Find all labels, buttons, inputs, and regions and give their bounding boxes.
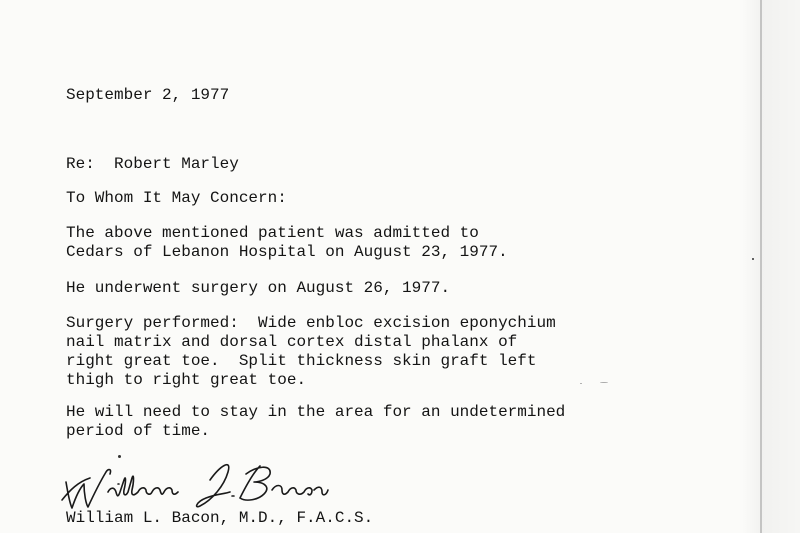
re-line: Re: Robert Marley xyxy=(66,155,239,173)
procedure-line-4: thigh to right great toe. xyxy=(66,371,307,389)
typed-signature: William L. Bacon, M.D., F.A.C.S. xyxy=(66,509,374,527)
procedure-line-2: nail matrix and dorsal cortex distal phalanx of xyxy=(66,333,518,351)
scan-speck xyxy=(752,258,754,260)
surgery-date-line: He underwent surgery on August 26, 1977. xyxy=(66,279,451,297)
scan-speck xyxy=(600,382,608,383)
procedure-line-1: Surgery performed: Wide enbloc excision eponychium xyxy=(66,314,556,332)
stay-line-1: He will need to stay in the area for an undetermined xyxy=(66,403,566,421)
procedure-line-3: right great toe. Split thickness skin graft left xyxy=(66,352,537,370)
admission-line-2: Cedars of Lebanon Hospital on August 23, 1977. xyxy=(66,243,508,261)
stay-line-2: period of time. xyxy=(66,422,211,440)
scan-speck xyxy=(118,455,121,458)
letter-date: September 2, 1977 xyxy=(66,86,230,104)
admission-line-1: The above mentioned patient was admitted to xyxy=(66,224,479,242)
paper-edge-shadow xyxy=(742,0,800,533)
paper-edge-line xyxy=(760,0,762,533)
salutation: To Whom It May Concern: xyxy=(66,189,287,207)
scan-speck xyxy=(580,383,582,384)
